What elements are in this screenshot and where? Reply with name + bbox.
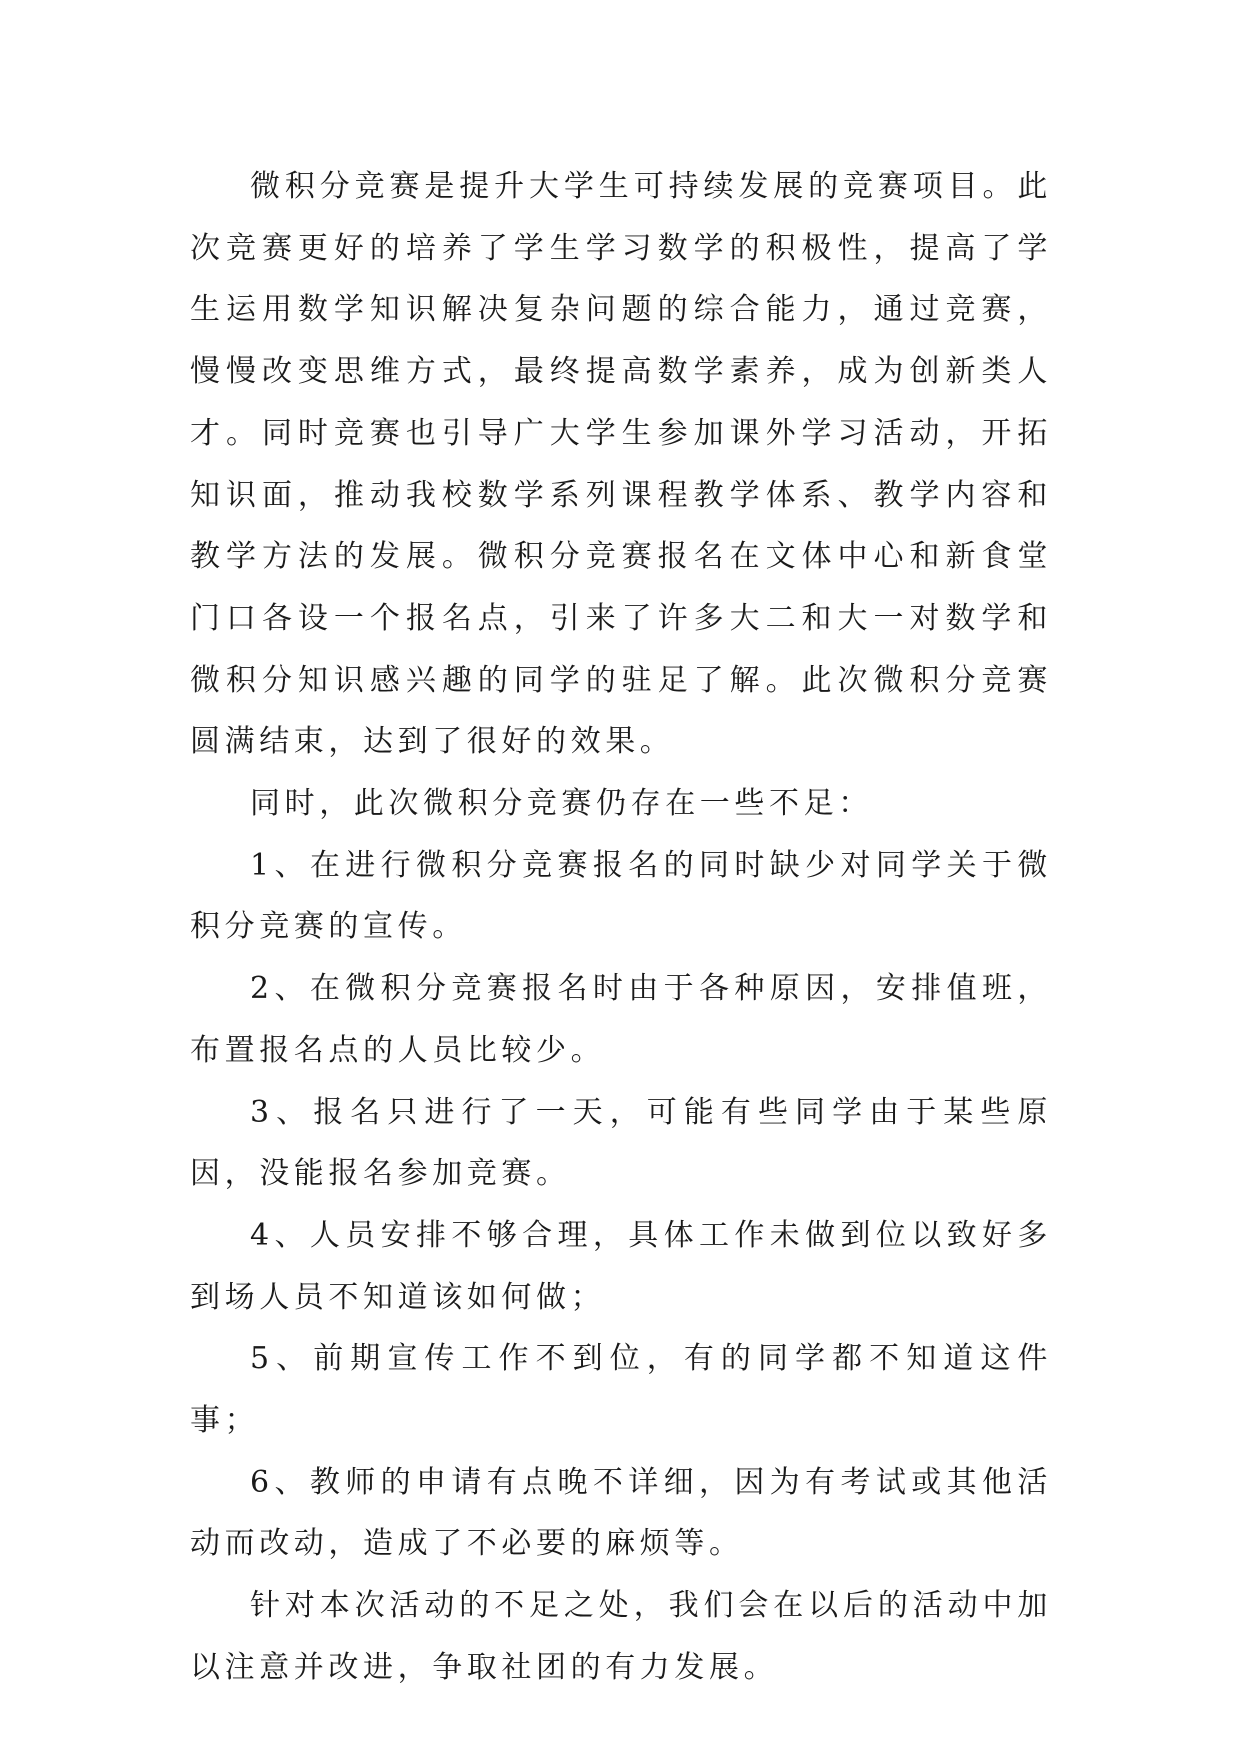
paragraph-conclusion: 针对本次活动的不足之处，我们会在以后的活动中加以注意并改进，争取社团的有力发展。 bbox=[190, 1588, 1052, 1685]
paragraph-shortcomings-heading: 同时，此次微积分竞赛仍存在一些不足： bbox=[250, 786, 873, 822]
document-body bbox=[190, 156, 1052, 1699]
list-item-5: 5、前期宣传工作不到位，有的同学都不知道这件事； bbox=[190, 1341, 1052, 1439]
list-item-4: 4、人员安排不够合理，具体工作未做到位以致好多到场人员不知道该如何做； bbox=[190, 1217, 1052, 1315]
list-item-3: 3、报名只进行了一天，可能有些同学由于某些原因，没能报名参加竞赛。 bbox=[190, 1094, 1052, 1192]
list-item-1: 1、在进行微积分竞赛报名的同时缺少对同学关于微积分竞赛的宣传。 bbox=[190, 847, 1052, 945]
list-item-2: 2、在微积分竞赛报名时由于各种原因，安排值班，布置报名点的人员比较少。 bbox=[190, 971, 1052, 1068]
list-item-6: 6、教师的申请有点晚不详细，因为有考试或其他活动而改动，造成了不必要的麻烦等。 bbox=[190, 1464, 1052, 1562]
paragraph-intro: 微积分竞赛是提升大学生可持续发展的竞赛项目。此次竞赛更好的培养了学生学习数学的积极性，提高了学生运用数学知识解决复杂问题的综合能力，通过竞赛，慢慢改变思维方式，最终提高数学素养，成为创新类人才。同时竞赛也引导广大学生参加课外学习活动，开拓知识面，推动我校数学系列课程教学体系、教学内容和教学方法的发展。微积分竞赛报名在文体中心和新食堂门口各设一个报名点，引来了许多大二和大一对数学和微积分知识感兴趣的同学的驻足了解。此次微积分竞赛圆满结束，达到了很好的效果。 bbox=[190, 169, 1052, 760]
